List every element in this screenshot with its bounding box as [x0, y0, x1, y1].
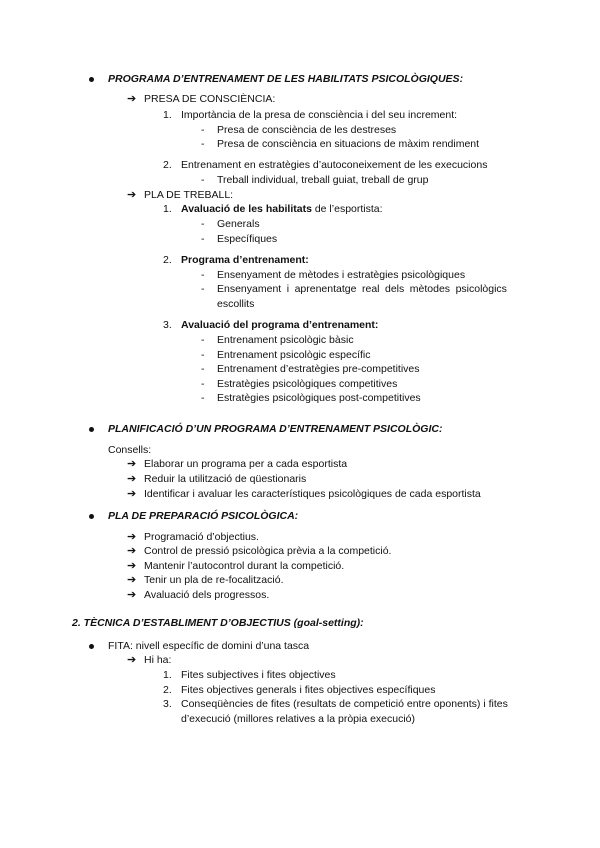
arrow-icon: ➔	[127, 574, 137, 586]
list-number: 2.	[163, 684, 172, 696]
list-item: Reduir la utilització de qüestionaris	[144, 473, 307, 485]
list-item: Fites subjectives i fites objectives	[181, 669, 336, 681]
dash-icon: -	[201, 233, 205, 245]
arrow-icon: ➔	[127, 654, 137, 666]
arrow-icon: ➔	[127, 488, 137, 500]
list-item: Ensenyament i aprenentatge real dels mètodes psicològics	[217, 283, 507, 295]
arrow-icon: ➔	[127, 560, 137, 572]
arrow-icon: ➔	[127, 545, 137, 557]
arrow-icon: ➔	[127, 458, 137, 470]
arrow-icon: ➔	[127, 93, 137, 105]
list-number: 1.	[163, 203, 172, 215]
list-item: Tenir un pla de re-focalització.	[144, 574, 284, 586]
bullet-icon	[89, 77, 94, 82]
list-item: d’execució (millores relatives a la pròpia execució)	[181, 713, 416, 725]
list-item: escollits	[217, 298, 255, 310]
dash-icon: -	[201, 363, 205, 375]
dash-icon: -	[201, 392, 205, 404]
dash-icon: -	[201, 269, 205, 281]
list-item: Avaluació del programa d’entrenament:	[181, 319, 379, 331]
dash-icon: -	[201, 349, 205, 361]
list-number: 1.	[163, 109, 172, 121]
list-item: Mantenir l’autocontrol durant la competició.	[144, 560, 345, 572]
arrow-icon: ➔	[127, 589, 137, 601]
list-item: Programa d’entrenament:	[181, 254, 309, 266]
list-item: Programació d’objectius.	[144, 531, 259, 543]
dash-icon: -	[201, 218, 205, 230]
arrow-icon: ➔	[127, 531, 137, 543]
list-item: Control de pressió psicològica prèvia a la competició.	[144, 545, 392, 557]
list-item: Treball individual, treball guiat, treball de grup	[217, 174, 429, 186]
list-item: Importància de la presa de consciència i del seu increment:	[181, 109, 458, 121]
list-item: Específiques	[217, 233, 278, 245]
list-number: 1.	[163, 669, 172, 681]
list-item: Ensenyament de mètodes i estratègies psicològiques	[217, 269, 466, 281]
arrow-icon: ➔	[127, 473, 137, 485]
dash-icon: -	[201, 138, 205, 150]
bullet-icon	[89, 427, 94, 432]
hiha-label: Hi ha:	[144, 654, 172, 666]
arrow-icon: ➔	[127, 189, 137, 201]
list-item: Presa de consciència en situacions de màxim rendiment	[217, 138, 480, 150]
list-number: 2.	[163, 159, 172, 171]
list-number: 3.	[163, 319, 172, 331]
pla-label: PLA DE TREBALL:	[144, 189, 234, 201]
section-heading-planificacio: PLANIFICACIÓ D’UN PROGRAMA D’ENTRENAMENT PSICOLÒGIC:	[108, 423, 443, 435]
bullet-icon	[89, 644, 94, 649]
consells-label: Consells:	[108, 444, 152, 456]
dash-icon: -	[201, 174, 205, 186]
list-number: 2.	[163, 254, 172, 266]
list-item: Generals	[217, 218, 260, 230]
section-heading-tecnica: 2. TÈCNICA D’ESTABLIMENT D’OBJECTIUS (goal-setting):	[72, 617, 364, 629]
list-item	[181, 203, 383, 216]
list-item: Fites objectives generals i fites objectives específiques	[181, 684, 436, 696]
list-item: Entrenament psicològic bàsic	[217, 334, 354, 346]
list-item: Estratègies psicològiques post-competitives	[217, 392, 421, 404]
list-item: Estratègies psicològiques competitives	[217, 378, 398, 390]
list-item: Avaluació dels progressos.	[144, 589, 270, 601]
list-item: Entrenament en estratègies d’autoconeixement de les execucions	[181, 159, 488, 171]
section-heading-pla-preparacio: PLA DE PREPARACIÓ PSICOLÒGICA:	[108, 510, 299, 522]
list-item-rest: de l’esportista:	[311, 203, 383, 215]
dash-icon: -	[201, 124, 205, 136]
list-item-bold: Avaluació de les habilitats	[181, 203, 312, 215]
list-item: Elaborar un programa per a cada esportista	[144, 458, 348, 470]
list-item: Presa de consciència de les destreses	[217, 124, 397, 136]
list-item: Conseqüències de fites (resultats de competició entre oponents) i fites	[181, 698, 508, 710]
list-item: Identificar i avaluar les característiques psicològiques de cada esportista	[144, 488, 481, 500]
dash-icon: -	[201, 378, 205, 390]
section-heading-programa: PROGRAMA D’ENTRENAMENT DE LES HABILITATS PSICOLÒGIQUES:	[108, 73, 464, 85]
list-number: 3.	[163, 698, 172, 710]
fita-text: FITA: nivell específic de domini d’una tasca	[108, 640, 310, 652]
dash-icon: -	[201, 334, 205, 346]
bullet-icon	[89, 514, 94, 519]
presa-label: PRESA DE CONSCIÈNCIA:	[144, 93, 276, 105]
dash-icon: -	[201, 283, 205, 295]
list-item: Entrenament psicològic específic	[217, 349, 371, 361]
list-item: Entrenament d’estratègies pre-competitives	[217, 363, 420, 375]
